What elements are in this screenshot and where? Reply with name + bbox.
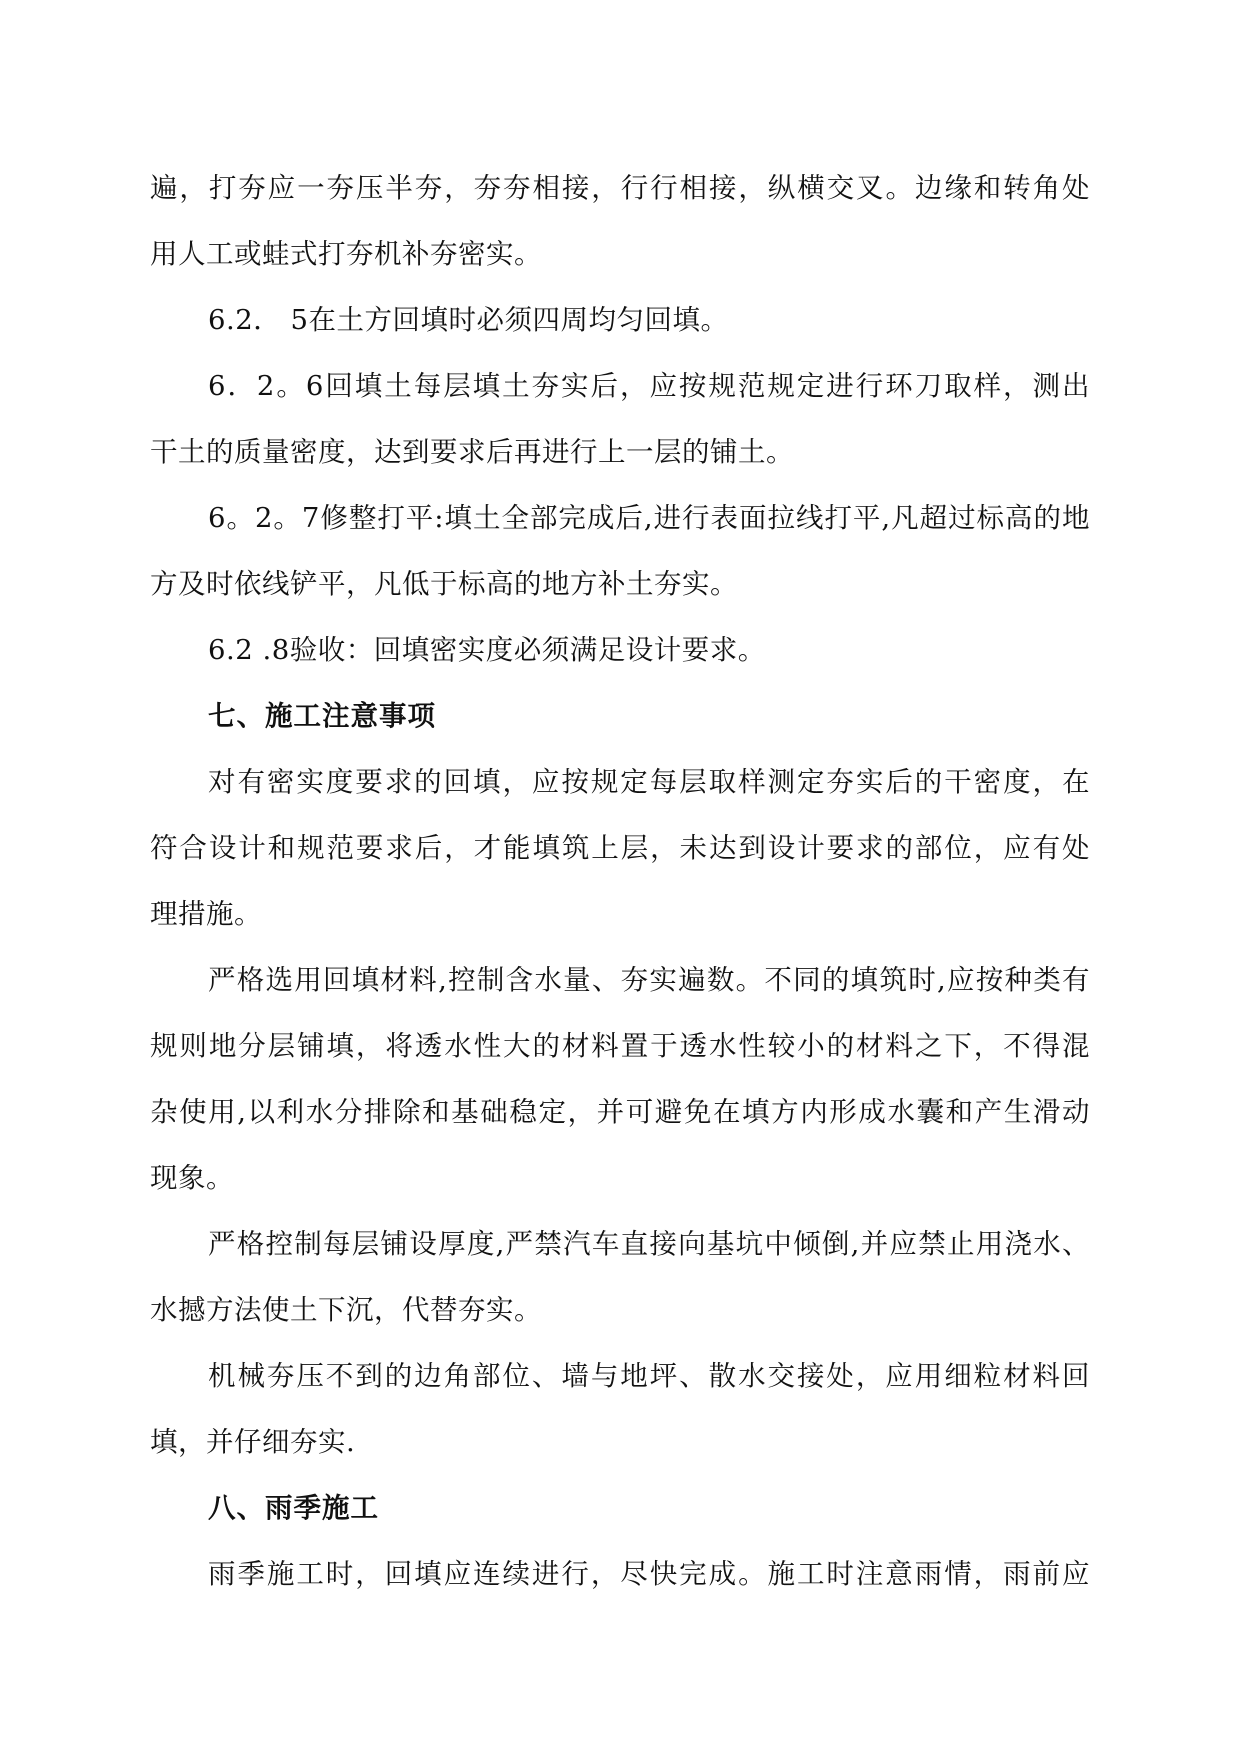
section-heading: 七、施工注意事项 [208, 700, 436, 732]
paragraph-line: 机械夯压不到的边角部位、墙与地坪、散水交接处，应用细粒材料回 [208, 1360, 1090, 1392]
paragraph-line: 6．2。6回填土每层填土夯实后，应按规范规定进行环刀取样，测出 [208, 370, 1090, 402]
paragraph-line: 水撼方法使土下沉，代替夯实。 [150, 1294, 542, 1326]
paragraph-line: 6.2 .8验收：回填密实度必须满足设计要求。 [208, 634, 766, 666]
paragraph-line: 方及时依线铲平，凡低于标高的地方补土夯实。 [150, 568, 738, 600]
paragraph-line: 杂使用,以利水分排除和基础稳定，并可避免在填方内形成水囊和产生滑动 [150, 1096, 1090, 1128]
paragraph-line: 干土的质量密度，达到要求后再进行上一层的铺土。 [150, 436, 794, 468]
paragraph-line: 符合设计和规范要求后，才能填筑上层，未达到设计要求的部位，应有处 [150, 832, 1090, 864]
paragraph-line: 理措施。 [150, 898, 262, 930]
paragraph-line: 6.2． 5在土方回填时必须四周均匀回填。 [208, 304, 729, 336]
paragraph-line: 雨季施工时，回填应连续进行，尽快完成。施工时注意雨情，雨前应 [208, 1558, 1090, 1590]
paragraph-line: 6。2。7修整打平:填土全部完成后,进行表面拉线打平,凡超过标高的地 [208, 502, 1090, 534]
paragraph-line: 严格选用回填材料,控制含水量、夯实遍数。不同的填筑时,应按种类有 [208, 964, 1090, 996]
paragraph-line: 对有密实度要求的回填，应按规定每层取样测定夯实后的干密度，在 [208, 766, 1090, 798]
paragraph-line: 填，并仔细夯实. [150, 1426, 356, 1458]
paragraph-line: 遍，打夯应一夯压半夯，夯夯相接，行行相接，纵横交叉。边缘和转角处 [150, 172, 1090, 204]
paragraph-line: 严格控制每层铺设厚度,严禁汽车直接向基坑中倾倒,并应禁止用浇水、 [208, 1228, 1090, 1260]
paragraph-line: 现象。 [150, 1162, 234, 1194]
section-heading: 八、雨季施工 [208, 1492, 379, 1524]
paragraph-line: 规则地分层铺填，将透水性大的材料置于透水性较小的材料之下，不得混 [150, 1030, 1090, 1062]
document-page [150, 155, 1090, 1607]
paragraph-line: 用人工或蛙式打夯机补夯密实。 [150, 238, 542, 270]
